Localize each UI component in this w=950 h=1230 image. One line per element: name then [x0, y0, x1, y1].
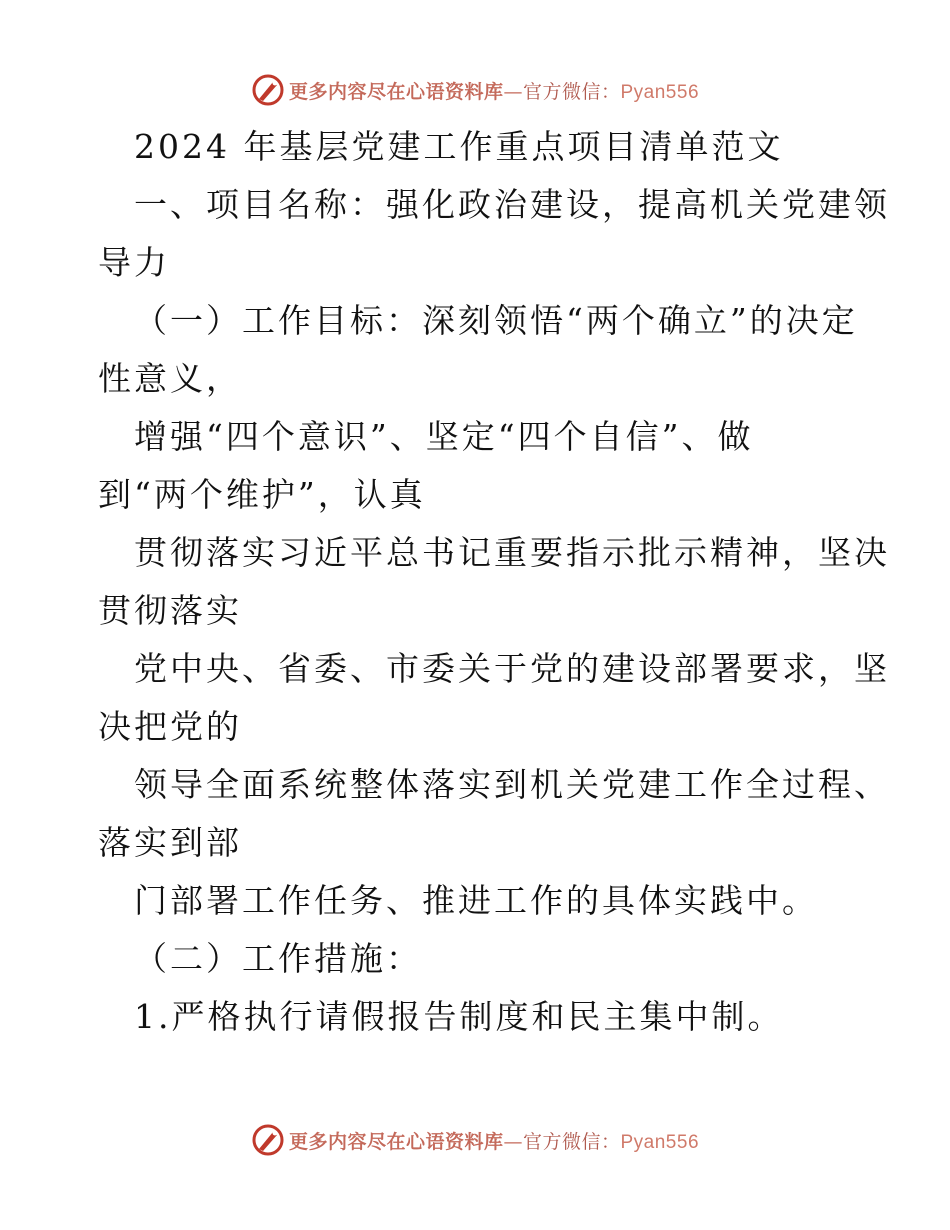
- pen-logo-icon: [251, 73, 285, 107]
- paragraph-line: 贯彻落实习近平总书记重要指示批示精神，坚决: [134, 533, 890, 572]
- paragraph-line: 决把党的: [98, 707, 242, 746]
- section-heading: （二）工作措施：: [134, 939, 422, 978]
- pen-logo-icon: [251, 1123, 285, 1157]
- document-body: [98, 118, 890, 1046]
- paragraph-line: 到“两个维护”，认真: [98, 475, 426, 514]
- watermark-wechat-label: 官方微信：: [522, 80, 621, 103]
- watermark-wechat-id: Pyan556: [620, 1131, 700, 1153]
- paragraph-line: 党中央、省委、市委关于党的建设部署要求，坚: [134, 649, 890, 688]
- watermark-dash: —: [503, 1130, 523, 1153]
- paragraph-line: 性意义，: [98, 359, 242, 398]
- watermark-text: [289, 77, 699, 104]
- paragraph-line: 一、项目名称：强化政治建设，提高机关党建领: [134, 185, 890, 224]
- watermark-prefix: 更多内容尽在心语资料库: [288, 1130, 504, 1153]
- watermark-text: [289, 1127, 699, 1154]
- paragraph-line: 贯彻落实: [98, 591, 242, 630]
- watermark-wechat-label: 官方微信：: [522, 1130, 621, 1153]
- paragraph-line: 门部署工作任务、推进工作的具体实践中。: [134, 881, 818, 920]
- watermark-dash: —: [503, 80, 523, 103]
- paragraph-line: （一）工作目标：深刻领悟“两个确立”的决定: [134, 301, 858, 340]
- watermark-wechat-id: Pyan556: [620, 81, 700, 103]
- paragraph-line: 增强“四个意识”、坚定“四个自信”、做: [134, 417, 754, 456]
- document-title: 2024 年基层党建工作重点项目清单范文: [134, 127, 784, 166]
- list-item: 1.严格执行请假报告制度和民主集中制。: [134, 997, 784, 1036]
- paragraph-line: 导力: [98, 243, 170, 282]
- watermark-prefix: 更多内容尽在心语资料库: [288, 80, 504, 103]
- paragraph-line: 落实到部: [98, 823, 242, 862]
- paragraph-line: 领导全面系统整体落实到机关党建工作全过程、: [134, 765, 890, 804]
- footer-watermark: [0, 1120, 950, 1160]
- header-watermark: [0, 70, 950, 110]
